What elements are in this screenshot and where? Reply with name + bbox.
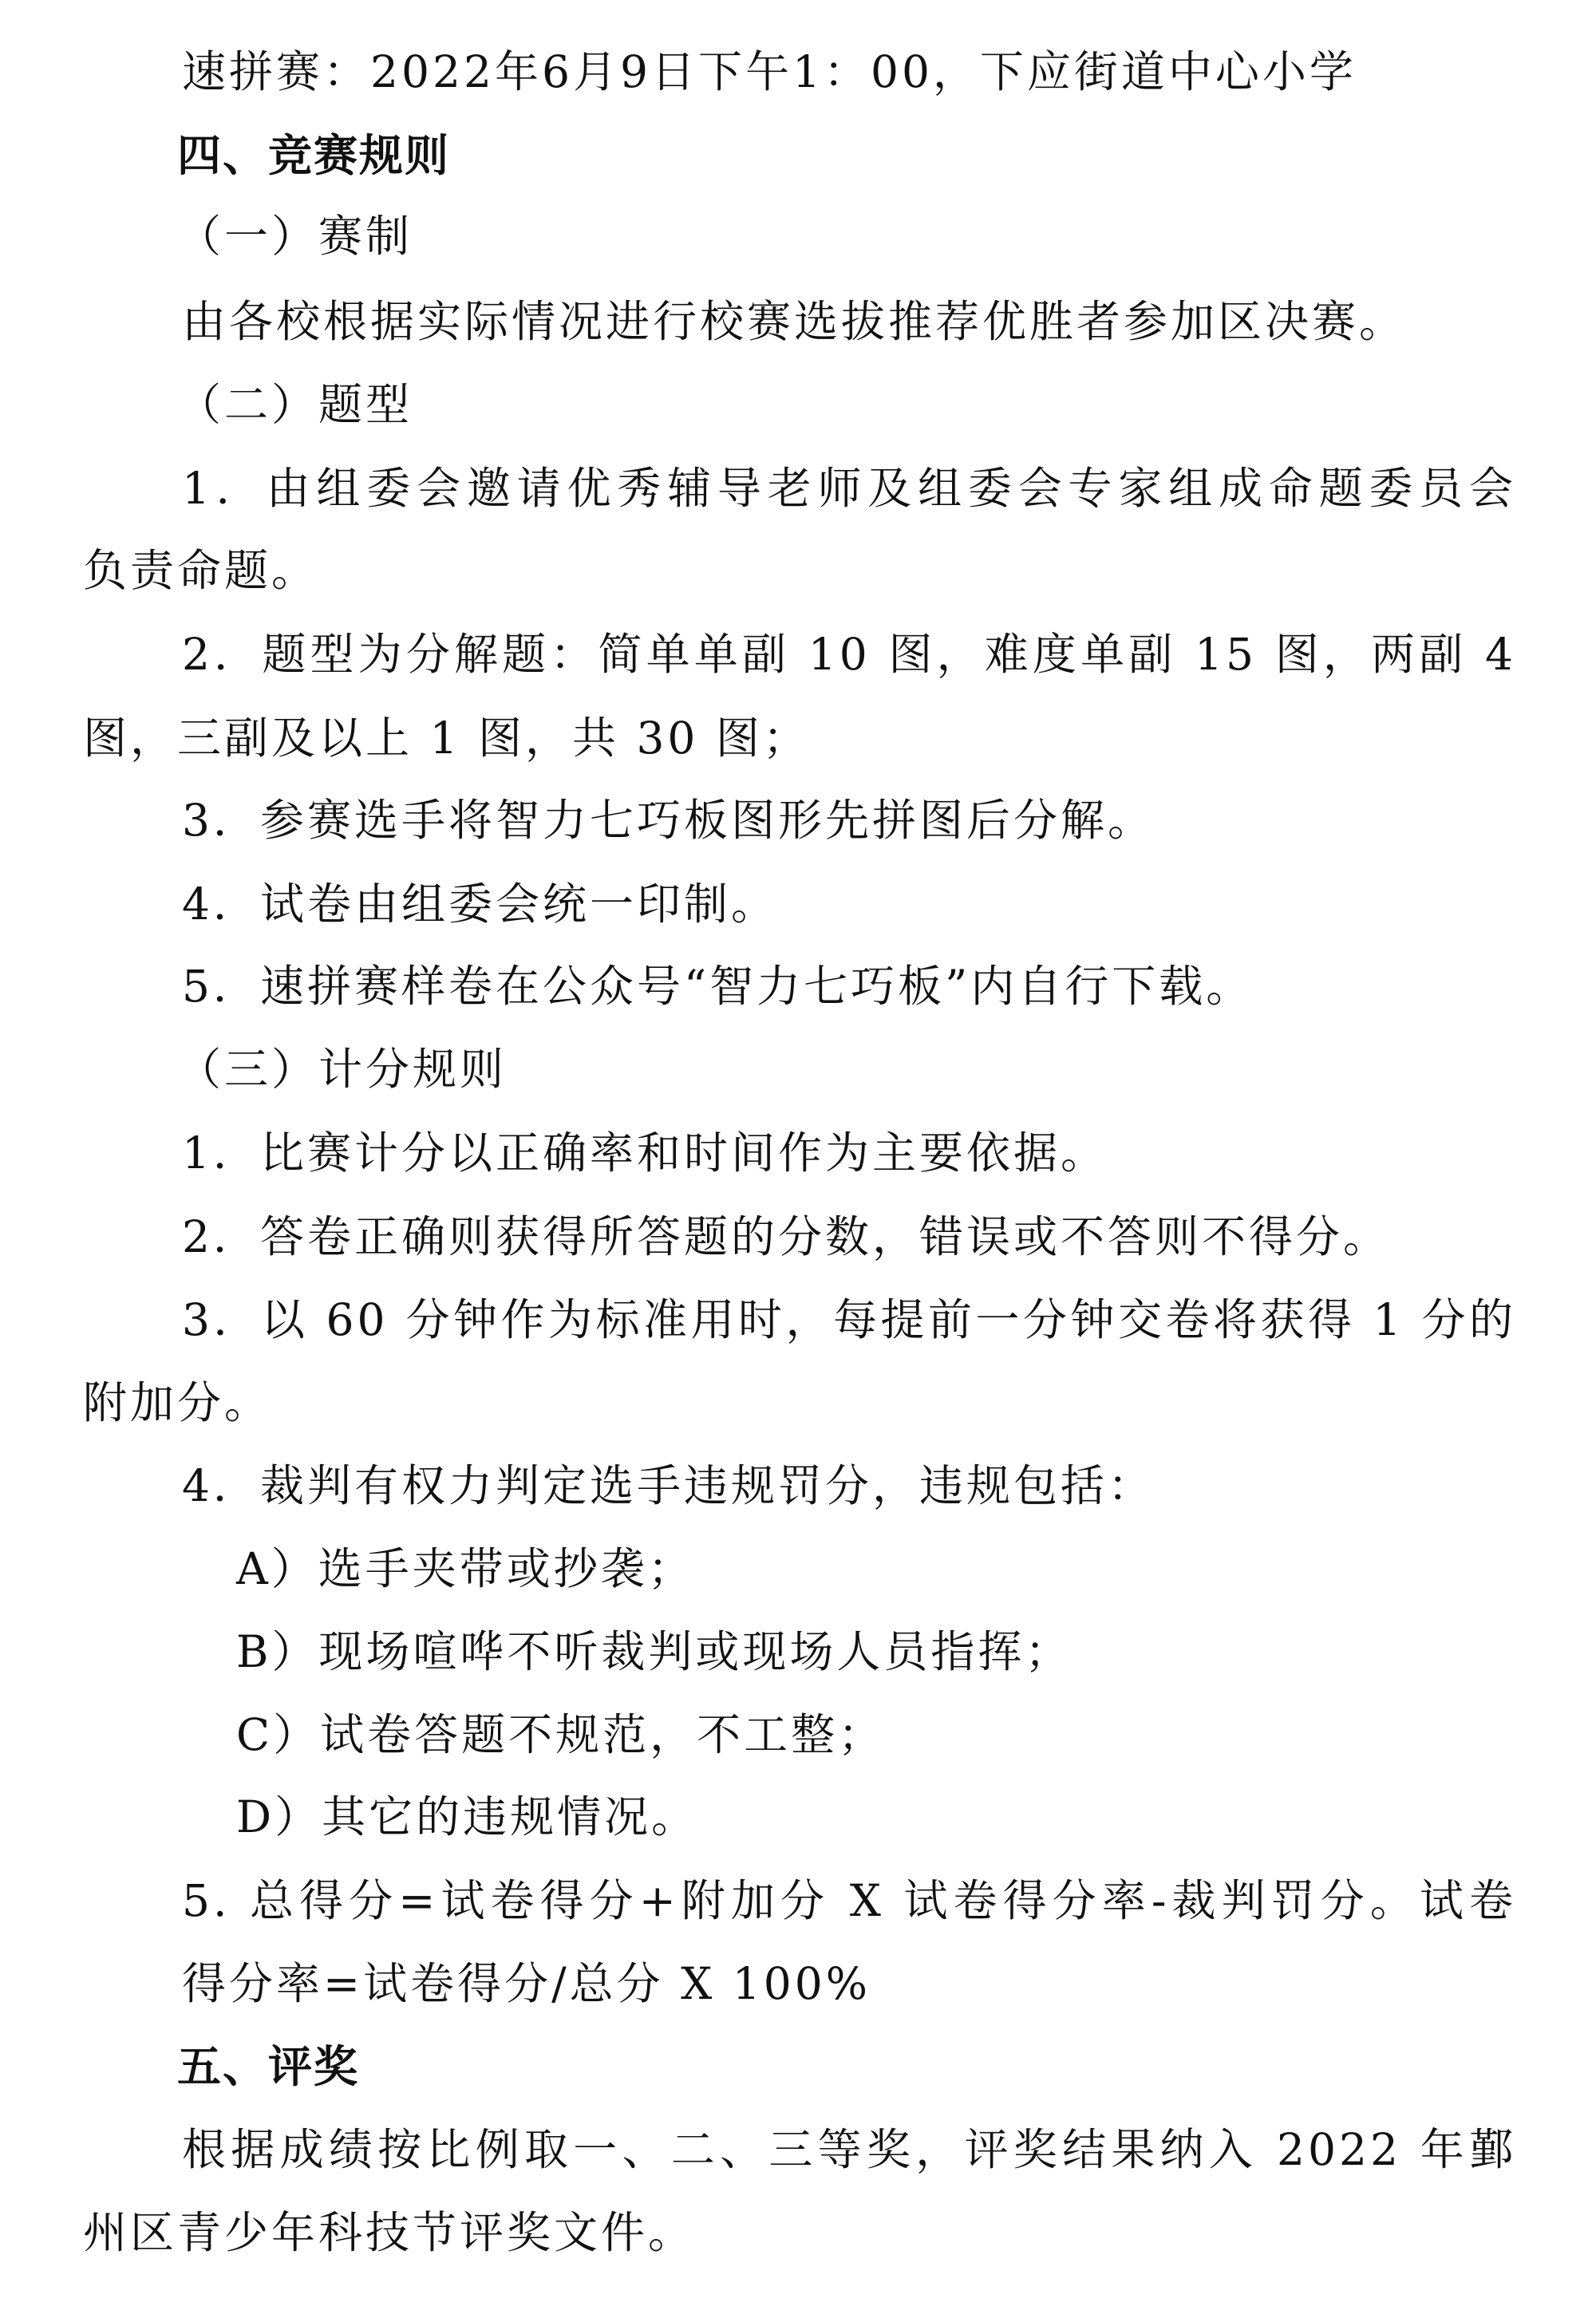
violation-item-d: D）其它的违规情况。 — [236, 1791, 699, 1842]
list-item-1-line-2: 负责命题。 — [83, 545, 319, 596]
scoring-item-4: 4．裁判有权力判定选手违规罚分，违规包括： — [182, 1460, 1155, 1511]
awards-body-line-1: 根据成绩按比例取一、二、三等奖，评奖结果纳入 2022 年鄞 — [182, 2124, 1516, 2175]
violation-item-c: C）试卷答题不规范，不工整； — [236, 1709, 886, 1760]
scoring-item-3-line-1: 3．以 60 分钟作为标准用时，每提前一分钟交卷将获得 1 分的 — [182, 1294, 1516, 1345]
list-item-4: 4．试卷由组委会统一印制。 — [182, 879, 778, 930]
text-line-schedule: 速拼赛：2022年6月9日下午1：00，下应街道中心小学 — [182, 46, 1357, 97]
scoring-item-5-line-2: 得分率=试卷得分/总分 X 100% — [182, 1958, 871, 2009]
scoring-item-3-line-2: 附加分。 — [83, 1377, 272, 1428]
subsection-heading-format: （一）赛制 — [177, 211, 413, 262]
subsection-heading-question-type: （二）题型 — [177, 379, 413, 430]
list-item-1-line-1: 1．由组委会邀请优秀辅导老师及组委会专家组成命题委员会 — [182, 463, 1516, 514]
scoring-item-5-line-1: 5. 总得分=试卷得分+附加分 X 试卷得分率-裁判罚分。试卷 — [182, 1875, 1516, 1926]
scoring-item-1: 1．比赛计分以正确率和时间作为主要依据。 — [182, 1127, 1108, 1179]
list-item-5: 5．速拼赛样卷在公众号“智力七巧板”内自行下载。 — [182, 961, 1254, 1012]
list-item-2-line-1: 2．题型为分解题：简单单副 10 图，难度单副 15 图，两副 4 — [182, 629, 1516, 680]
violation-item-b: B）现场喧哗不听裁判或现场人员指挥； — [236, 1626, 1073, 1677]
section-heading-rules: 四、竞赛规则 — [177, 129, 451, 181]
text-line-format-body: 由各校根据实际情况进行校赛选拔推荐优胜者参加区决赛。 — [182, 296, 1407, 347]
list-item-2-line-2: 图，三副及以上 1 图，共 30 图； — [83, 713, 810, 764]
subsection-heading-scoring: （三）计分规则 — [177, 1044, 508, 1095]
list-item-3: 3．参赛选手将智力七巧板图形先拼图后分解。 — [182, 795, 1155, 846]
scoring-item-2: 2．答卷正确则获得所答题的分数，错误或不答则不得分。 — [182, 1211, 1390, 1262]
violation-item-a: A）选手夹带或抄袭； — [236, 1543, 695, 1594]
awards-body-line-2: 州区青少年科技节评奖文件。 — [83, 2207, 696, 2258]
section-heading-awards: 五、评奖 — [177, 2040, 360, 2092]
